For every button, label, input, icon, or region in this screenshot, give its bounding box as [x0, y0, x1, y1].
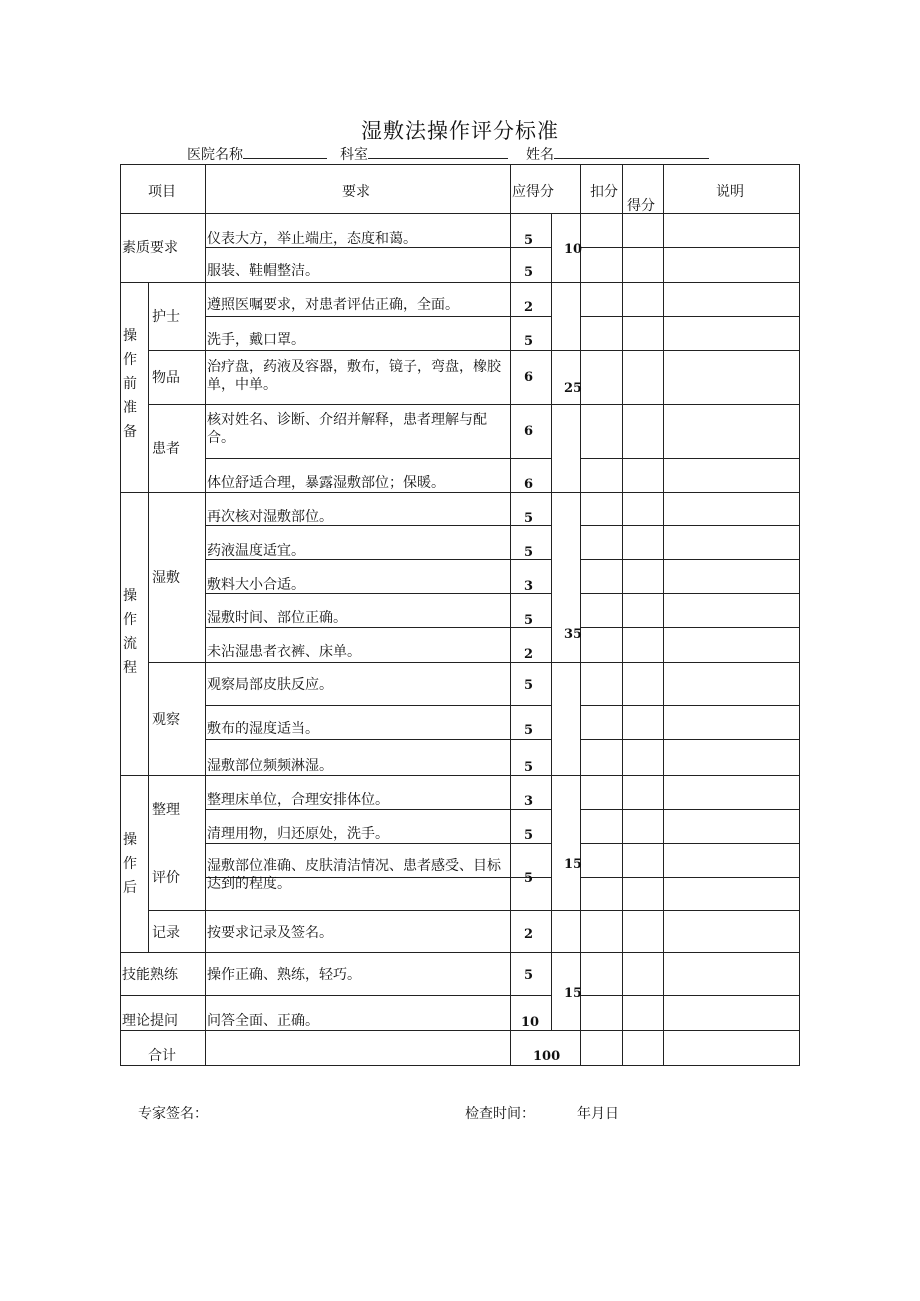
req-text: 洗手，戴口罩。: [207, 332, 305, 348]
section-skill: 技能熟练: [122, 967, 178, 983]
req-text: 遵照医嘱要求，对患者评估正确，全面。: [207, 297, 459, 313]
req-text: 药液温度适宜。: [207, 543, 305, 559]
req-text: 服装、鞋帽整洁。: [207, 263, 319, 279]
grid-line-h: [148, 404, 800, 405]
req-text: 敷布的湿度适当。: [207, 721, 319, 737]
check-time-label: 检查时间：: [465, 1106, 535, 1122]
sub-record: 记录: [152, 925, 180, 941]
row-score: 5: [524, 265, 534, 280]
section-after: 操作后: [123, 832, 137, 896]
header-score: 应得分: [512, 184, 554, 200]
grid-line-h: [205, 809, 552, 810]
expert-signature-label: 专家签名：: [138, 1106, 208, 1122]
grid-line-h: [205, 739, 552, 740]
row-score: 6: [524, 370, 534, 385]
req-text: 治疗盘，药液及容器，敷布，镜子，弯盘，橡胶单，中单。: [207, 359, 501, 393]
grid-line-h: [148, 910, 800, 911]
grid-line-h: [580, 995, 800, 996]
grid-line-h: [205, 705, 552, 706]
date-label: 年月日: [577, 1106, 619, 1122]
grid-line-v: [205, 164, 206, 1066]
grid-line-h: [580, 843, 800, 844]
row-score: 5: [524, 233, 534, 248]
total-score: 100: [533, 1049, 561, 1064]
hospital-blank: [243, 146, 327, 159]
req-text: 未沾湿患者衣裤、床单。: [207, 644, 361, 660]
grid-line-h: [580, 559, 800, 560]
req-text: 观察局部皮肤反应。: [207, 677, 333, 693]
row-score: 5: [524, 613, 534, 628]
grid-line-h: [205, 316, 552, 317]
grid-line-h: [205, 627, 511, 628]
subtotal-after: 15: [564, 857, 583, 872]
row-score: 6: [524, 477, 534, 492]
grid-line-v: [510, 164, 511, 1066]
grid-line-h: [205, 458, 552, 459]
req-text: 敷料大小合适。: [207, 577, 305, 593]
grid-line-h: [120, 282, 800, 283]
grid-line-h: [148, 662, 800, 663]
req-text: 清理用物，归还原处，洗手。: [207, 826, 389, 842]
section-theory: 理论提问: [122, 1013, 178, 1029]
subtotal-quality: 10: [564, 242, 583, 257]
grid-line-h: [580, 809, 800, 810]
row-score: 5: [524, 828, 534, 843]
department-label: 科室: [340, 147, 368, 163]
grid-line-h: [120, 995, 552, 996]
req-text: 整理床单位，合理安排体位。: [207, 792, 389, 808]
req-text: 核对姓名、诊断、介绍并解释，患者理解与配合。: [207, 412, 487, 446]
sub-tidy: 整理: [152, 802, 180, 818]
hospital-label: 医院名称: [187, 147, 243, 163]
page-title: 湿敷法操作评分标准: [361, 119, 559, 143]
grid-line-h: [120, 775, 800, 776]
req-text: 按要求记录及签名。: [207, 925, 333, 941]
req-text: 湿敷部位准确、皮肤清洁情况、患者感受、目标达到的程度。: [207, 858, 501, 892]
info-hospital: [187, 144, 327, 164]
row-score: 5: [524, 760, 534, 775]
grid-line-h: [580, 705, 800, 706]
req-text: 体位舒适合理，暴露湿敷部位；保暖。: [207, 475, 445, 491]
row-score: 5: [524, 511, 534, 526]
grid-line-h: [580, 627, 800, 628]
sub-observe: 观察: [152, 712, 180, 728]
row-score: 10: [521, 1015, 540, 1030]
info-name: [526, 144, 709, 164]
row-score: 2: [524, 927, 534, 942]
grid-line-h: [120, 164, 800, 165]
grid-line-h: [580, 458, 800, 459]
info-department: [340, 144, 508, 164]
req-text: 再次核对湿敷部位。: [207, 509, 333, 525]
header-requirement: 要求: [342, 184, 370, 200]
sub-wet: 湿敷: [152, 570, 180, 586]
sub-evaluate: 评价: [152, 870, 180, 886]
row-score: 2: [524, 300, 534, 315]
row-score: 2: [524, 647, 534, 662]
grid-line-h: [580, 593, 800, 594]
subtotal-skill-theory: 15: [564, 986, 583, 1001]
req-text: 操作正确、熟练，轻巧。: [207, 967, 361, 983]
req-text: 问答全面、正确。: [207, 1013, 319, 1029]
section-prep: 操作前准备: [123, 328, 137, 440]
section-total: 合计: [148, 1048, 176, 1064]
grid-line-v: [120, 164, 121, 1066]
grid-line-v: [622, 164, 623, 1066]
grid-line-h: [148, 350, 800, 351]
row-score: 3: [524, 794, 534, 809]
grid-line-v: [148, 282, 149, 953]
name-blank: [554, 146, 709, 159]
header-got: 得分: [627, 198, 655, 214]
grid-line-h: [580, 525, 800, 526]
grid-line-h: [580, 316, 800, 317]
grid-line-h: [120, 1065, 800, 1066]
section-flow: 操作流程: [123, 588, 137, 676]
row-score: 5: [524, 871, 534, 886]
grid-line-h: [205, 843, 552, 844]
subtotal-prep: 25: [564, 381, 583, 396]
req-text: 湿敷部位频频淋湿。: [207, 758, 333, 774]
department-blank: [368, 146, 508, 159]
header-note: 说明: [716, 184, 744, 200]
header-item: 项目: [148, 184, 176, 200]
sub-patient: 患者: [152, 441, 180, 457]
sub-nurse: 护士: [152, 309, 180, 325]
name-label: 姓名: [526, 147, 554, 163]
grid-line-h: [120, 1030, 800, 1031]
sub-items: 物品: [152, 370, 180, 386]
section-quality: 素质要求: [122, 240, 178, 256]
header-deduct: 扣分: [590, 184, 618, 200]
row-score: 5: [524, 723, 534, 738]
grid-line-h: [580, 247, 800, 248]
row-score: 6: [524, 424, 534, 439]
grid-line-v: [551, 213, 552, 1031]
grid-line-h: [580, 739, 800, 740]
grid-line-h: [120, 492, 800, 493]
req-text: 湿敷时间、部位正确。: [207, 610, 347, 626]
grid-line-v: [663, 164, 664, 1066]
row-score: 5: [524, 334, 534, 349]
row-score: 5: [524, 968, 534, 983]
grid-line-h: [580, 877, 800, 878]
row-score: 5: [524, 545, 534, 560]
req-text: 仪表大方，举止端庄，态度和蔼。: [207, 231, 417, 247]
grid-line-v: [580, 164, 581, 1066]
grid-line-h: [120, 952, 800, 953]
subtotal-flow: 35: [564, 627, 583, 642]
grid-line-h: [120, 213, 800, 214]
row-score: 5: [524, 678, 534, 693]
row-score: 3: [524, 579, 534, 594]
grid-line-v: [799, 164, 800, 1066]
